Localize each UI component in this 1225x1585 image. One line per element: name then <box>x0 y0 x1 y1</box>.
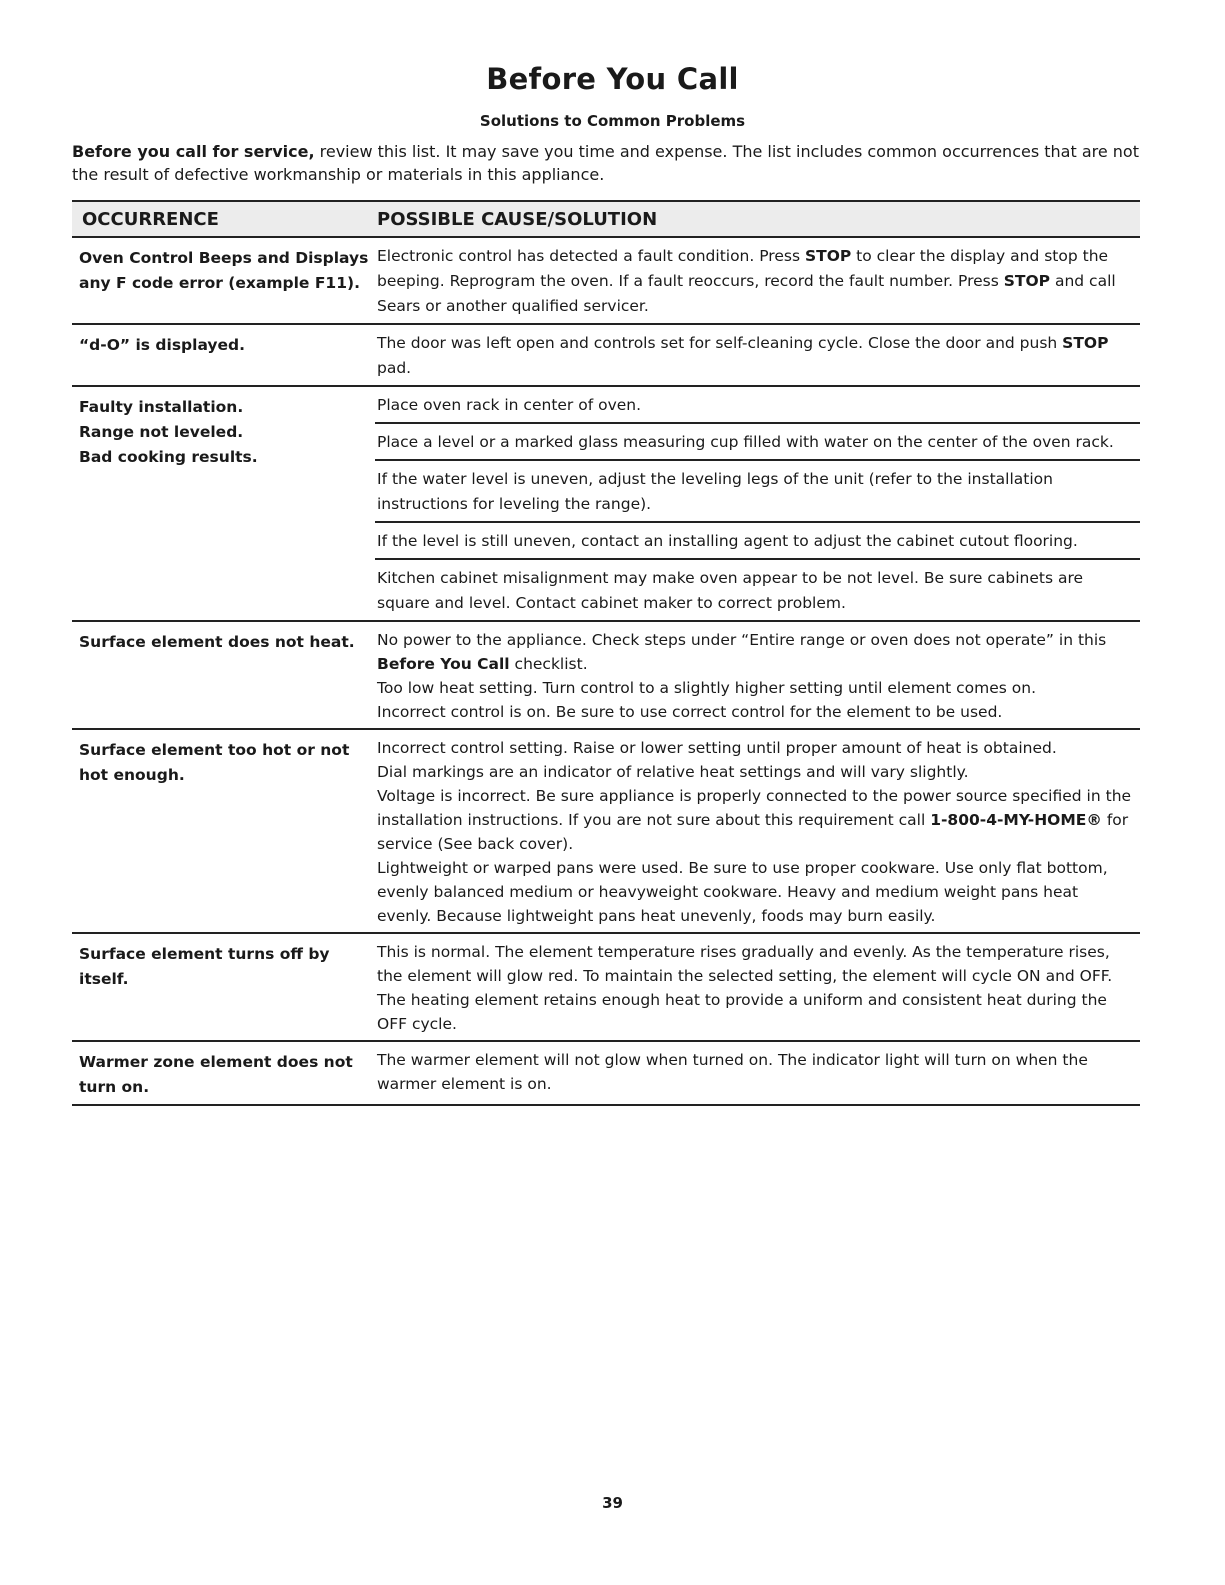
table-row <box>72 238 1140 325</box>
phone-number: 1-800-4-MY-HOME® <box>930 811 1102 829</box>
solution-text <box>375 730 1140 932</box>
stop-keyword: STOP <box>1003 272 1051 290</box>
solution-line: Too low heat setting. Turn control to a slightly higher setting until element comes on. <box>377 679 1037 697</box>
occurrence-line: Bad cooking results. <box>79 448 258 466</box>
solution-fragment: to clear the display and stop the beeping. Reprogram the oven. If a fault reoccurs, record the fault number. Press <box>377 247 1109 290</box>
solution-text: This is normal. The element temperature rises gradually and evenly. As the temperature rises, the element will glow red. To maintain the selected setting, the element will cycle ON and OFF. The heating element retains enough heat to provide a uniform and consistent heat during the OFF cycle. <box>377 943 1113 1033</box>
stop-keyword: STOP <box>1062 334 1109 352</box>
page-number: 39 <box>602 1494 623 1512</box>
solution-cell <box>375 1042 1140 1104</box>
solution-text <box>375 238 1140 323</box>
solution-line: Incorrect control is on. Be sure to use correct control for the element to be used. <box>377 703 1003 721</box>
solution-cell <box>375 238 1140 323</box>
solution-cell <box>375 325 1140 385</box>
solution-segment: Place oven rack in center of oven. <box>377 396 642 414</box>
solution-cell <box>375 622 1140 728</box>
page-subtitle: Solutions to Common Problems <box>479 112 746 130</box>
table-row <box>72 1042 1140 1106</box>
solution-line <box>377 628 1136 676</box>
solution-line: Incorrect control setting. Raise or lower setting until proper amount of heat is obtained. <box>377 739 1057 757</box>
occurrence-cell: Surface element too hot or not hot enough. <box>79 741 350 784</box>
solution-segment: Place a level or a marked glass measuring cup filled with water on the center of the oven rack. <box>375 422 1140 459</box>
solution-fragment: No power to the appliance. Check steps under “Entire range or oven does not operate” in this <box>377 631 1107 649</box>
solution-fragment: checklist. <box>509 655 588 673</box>
solution-fragment: The door was left open and controls set for self-cleaning cycle. Close the door and push <box>377 334 1063 352</box>
solution-text: The warmer element will not glow when turned on. The indicator light will turn on when the warmer element is on. <box>377 1051 1088 1093</box>
solution-text <box>375 325 1140 385</box>
occurrence-cell: Surface element does not heat. <box>79 633 355 651</box>
solution-segment: Kitchen cabinet misalignment may make oven appear to be not level. Be sure cabinets are square and level. Contact cabinet maker to correct problem. <box>375 558 1140 620</box>
table-header <box>72 200 1140 238</box>
solution-segment: If the level is still uneven, contact an installing agent to adjust the cabinet cutout flooring. <box>375 521 1140 558</box>
before-you-call-keyword: Before You Call <box>377 655 510 673</box>
occurrence-cell: Oven Control Beeps and Displays any F code error (example F11). <box>79 249 369 292</box>
table-row <box>72 730 1140 934</box>
solution-fragment: for service (See back cover). <box>377 811 1129 853</box>
occurrence-cell <box>72 387 375 620</box>
occurrence-line: Range not leveled. <box>79 423 244 441</box>
table-row <box>72 387 1140 622</box>
solution-cell <box>375 934 1140 1040</box>
table-row <box>72 934 1140 1042</box>
occurrence-line: Faulty installation. <box>79 398 244 416</box>
column-header-solution: POSSIBLE CAUSE/SOLUTION <box>377 208 658 230</box>
solution-fragment: and call Sears or another qualified servicer. <box>377 272 1116 315</box>
table-row <box>72 622 1140 730</box>
solution-line <box>377 784 1136 856</box>
intro-lead: Before you call for service, <box>72 142 315 161</box>
solution-text <box>375 622 1140 728</box>
column-header-occurrence: OCCURRENCE <box>82 208 219 230</box>
solution-cell <box>375 387 1140 620</box>
troubleshooting-table <box>72 200 1140 1106</box>
solution-fragment: pad. <box>377 359 412 377</box>
occurrence-cell: “d-O” is displayed. <box>79 336 246 354</box>
page-title: Before You Call <box>486 62 739 96</box>
occurrence-cell: Warmer zone element does not turn on. <box>79 1053 353 1096</box>
solution-fragment: Voltage is incorrect. Be sure appliance is properly connected to the power source specified in the installation instructions. If you are not sure about this requirement call <box>377 787 1132 829</box>
stop-keyword: STOP <box>804 247 852 265</box>
solution-fragment: Electronic control has detected a fault condition. Press <box>377 247 805 265</box>
intro-text: review this list. It may save you time and expense. The list includes common occurrences that are not the result of defective workmanship or materials in this appliance. <box>72 142 1139 184</box>
solution-line: Dial markings are an indicator of relative heat settings and will vary slightly. <box>377 763 969 781</box>
occurrence-cell: Surface element turns off by itself. <box>79 945 330 988</box>
table-row <box>72 325 1140 387</box>
intro-paragraph <box>72 140 1152 186</box>
solution-segment: If the water level is uneven, adjust the leveling legs of the unit (refer to the installation instructions for leveling the range). <box>375 459 1140 521</box>
solution-cell <box>375 730 1140 932</box>
solution-line: Lightweight or warped pans were used. Be sure to use proper cookware. Use only flat bottom, evenly balanced medium or heavyweight cookware. Heavy and medium weight pans heat evenly. Because lightweight pans heat unevenly, foods may burn easily. <box>377 859 1108 925</box>
